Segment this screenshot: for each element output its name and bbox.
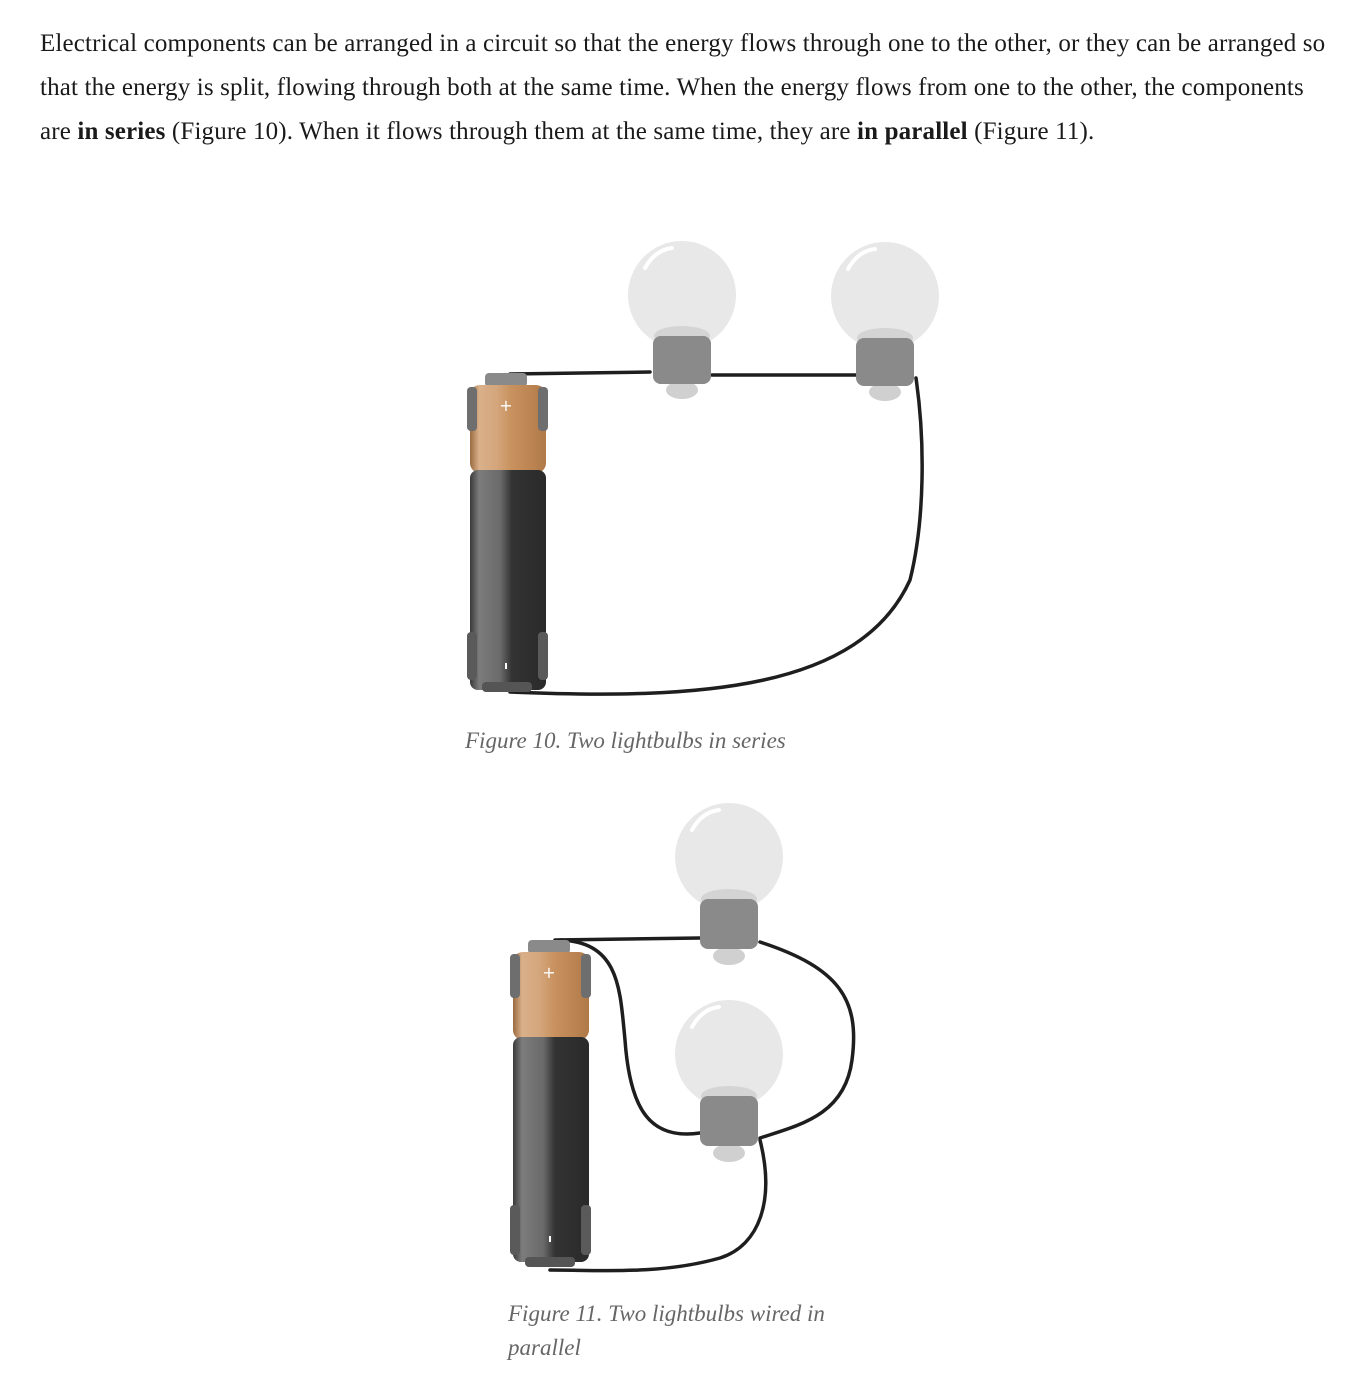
- lightbulb-top-figure-11: [675, 803, 783, 965]
- lightbulb-bottom-figure-11: [675, 1000, 783, 1162]
- intro-text-1: Electrical components can be arranged in a circuit so that the energy flows through one to the other, or they can be arranged so that the energy is split, flowing through both at the same time. When the energy flows from one to the other, the components are: [40, 30, 1326, 145]
- figure-10-caption: Figure 10. Two lightbulbs in series: [465, 728, 786, 753]
- intro-text-2: (Figure 10). When it flows through them at the same time, they are: [165, 118, 858, 145]
- battery-plus-label-fig11: +: [542, 963, 556, 982]
- lightbulb-2-figure-10: [831, 242, 939, 401]
- wire-battery-to-top-bulb: [555, 938, 700, 940]
- wire-battery-to-bulb1: [510, 372, 650, 374]
- battery-minus-mark: [505, 663, 507, 669]
- battery-plus-label: +: [499, 396, 513, 415]
- battery-minus-mark-fig11: [549, 1236, 551, 1242]
- term-in-series: in series: [77, 118, 166, 145]
- term-in-parallel: in parallel: [857, 118, 968, 145]
- figure-11-caption: Figure 11. Two lightbulbs wired in parallel: [508, 1301, 825, 1360]
- intro-text-3: (Figure 11).: [967, 118, 1095, 145]
- battery-figure-10: [467, 373, 548, 692]
- wire-bulb2-to-battery: [510, 378, 922, 694]
- series-wires: [510, 372, 922, 694]
- battery-figure-11: [510, 940, 591, 1267]
